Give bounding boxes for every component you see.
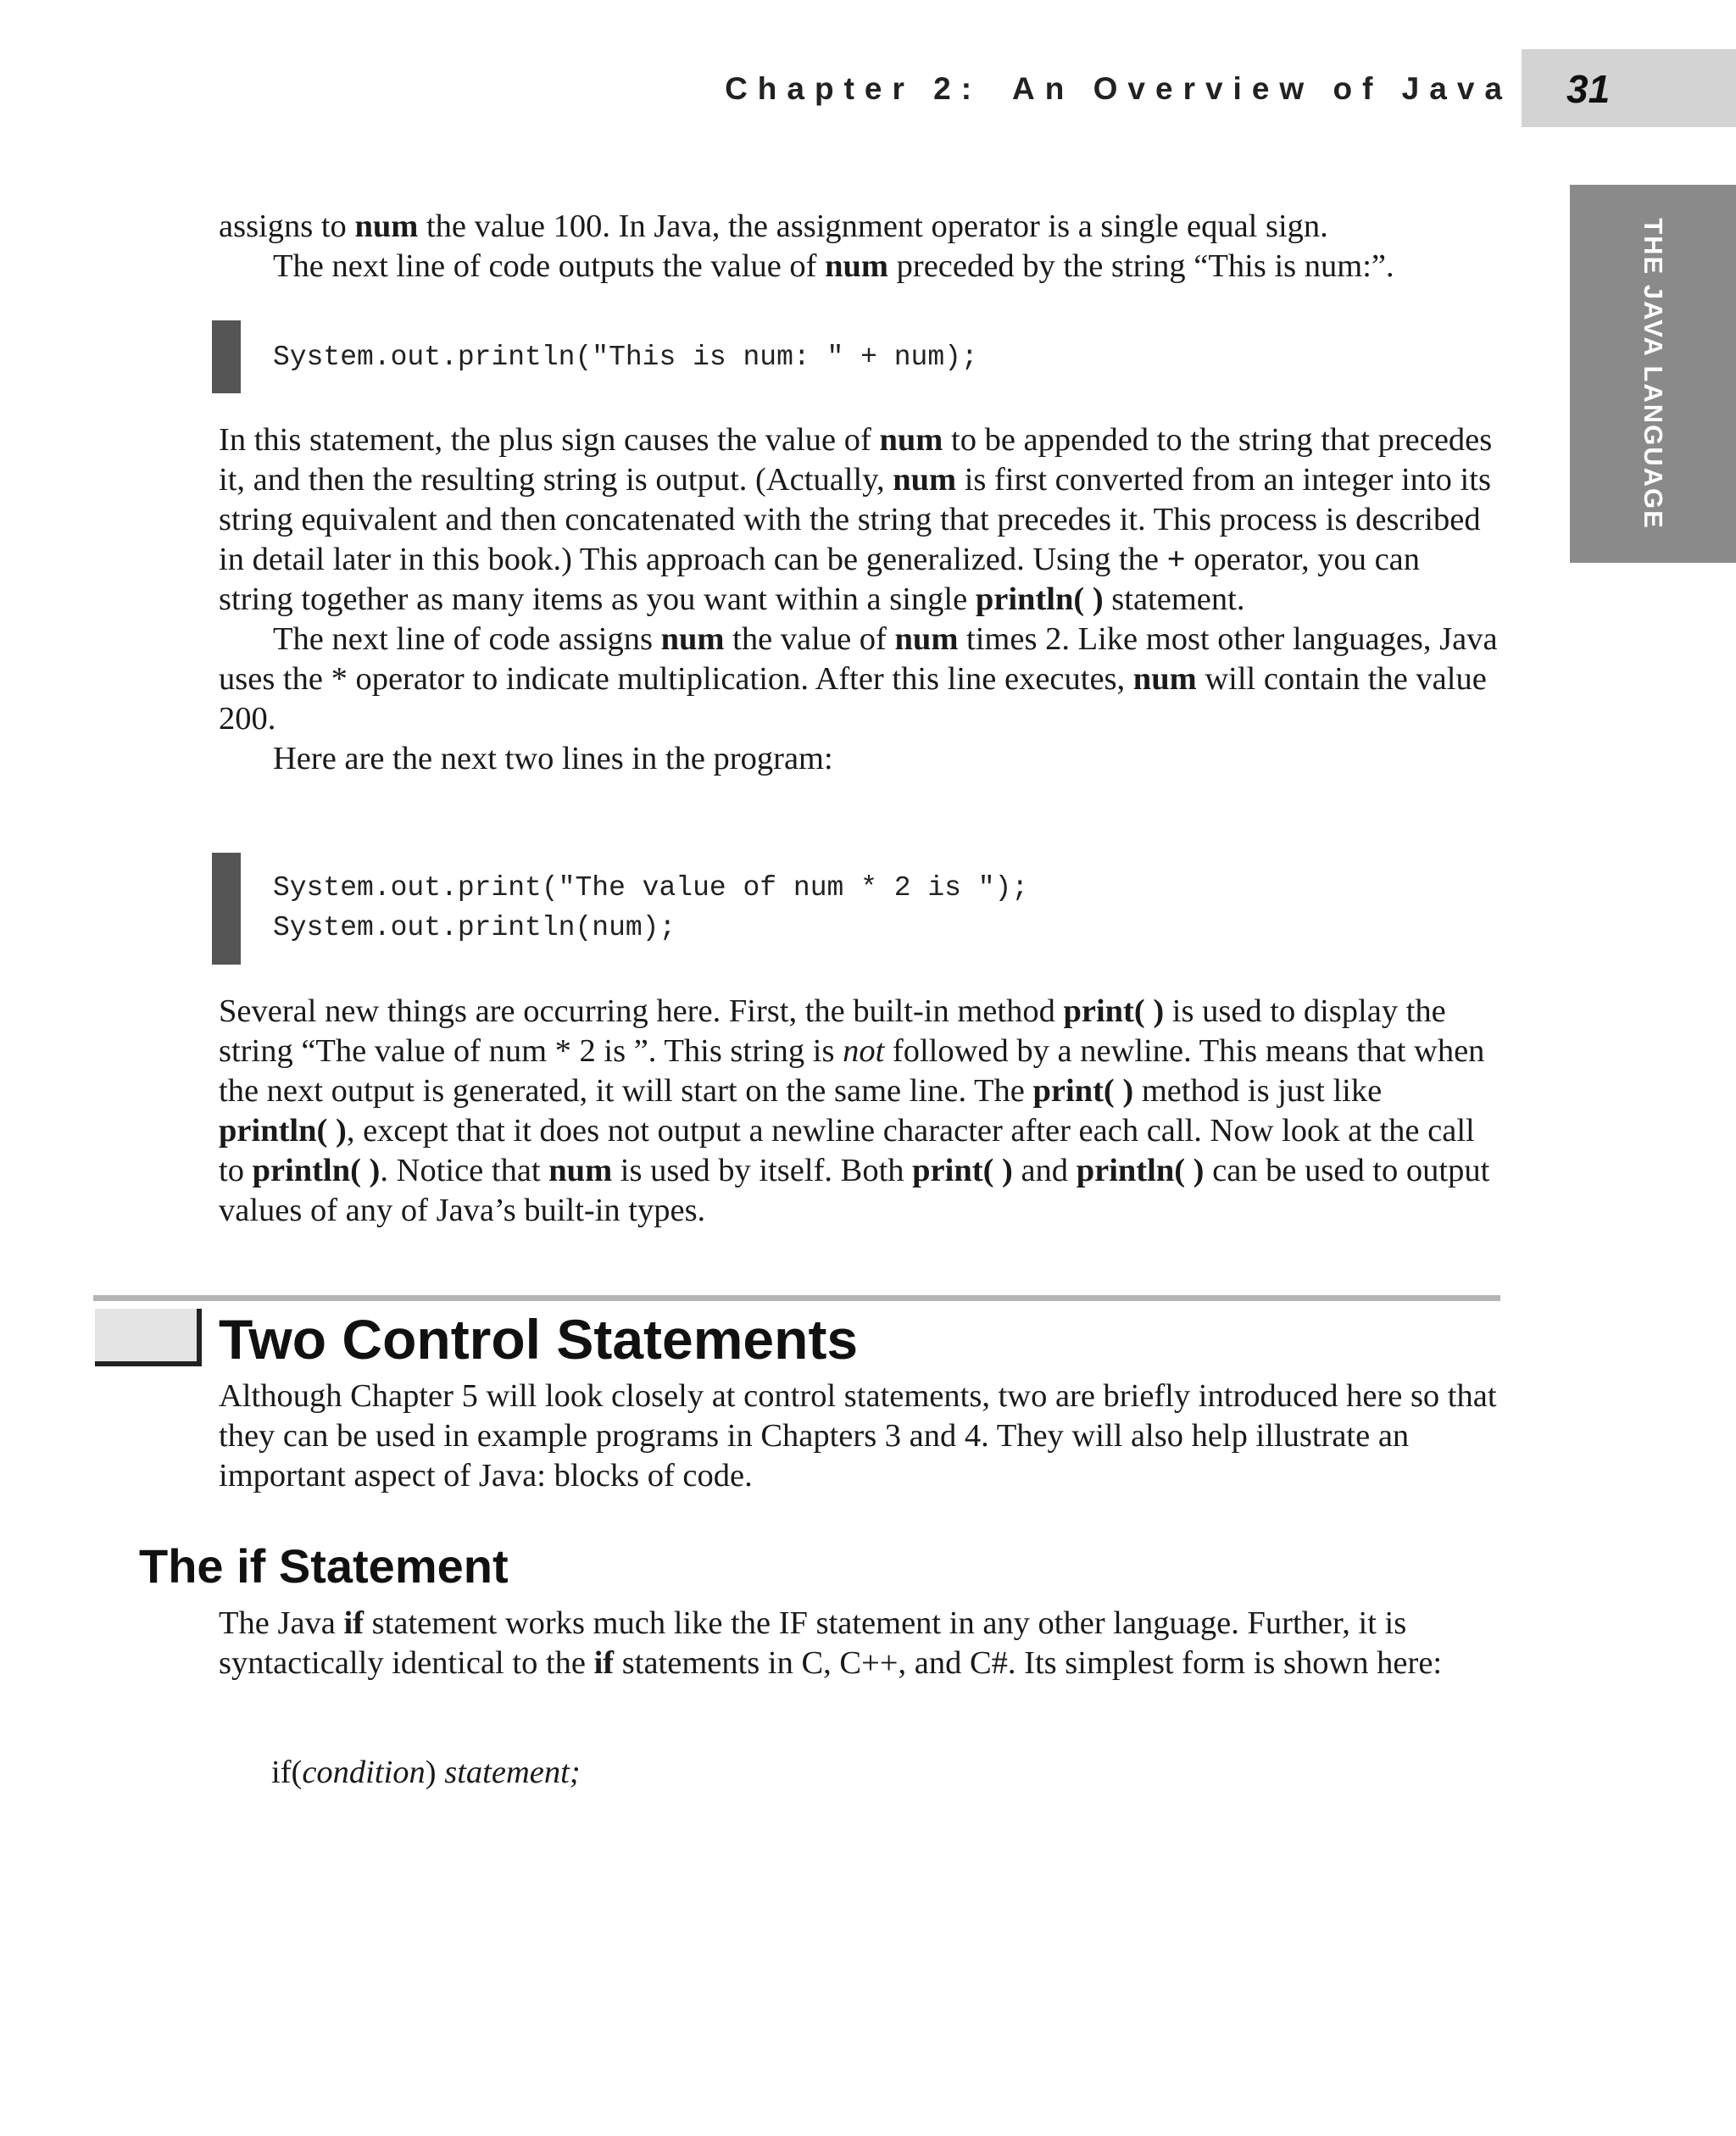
intro-paragraphs [219,207,1499,286]
section-rule [93,1295,1500,1301]
bold-term: if [593,1645,615,1681]
bold-term: num [354,209,419,244]
text-run: followed by a newline. This means that when the next output is generated, it will start on the same line. The [219,1033,1485,1109]
text-run: . Notice that [380,1153,549,1188]
text-run: The next line of code outputs the value of [273,248,826,284]
text-run: will contain the value 200. [219,661,1487,737]
paragraph [219,207,1499,247]
text-run: Although Chapter 5 will look closely at control statements, two are briefly introduced here so that they can be used in example programs in Chapters 3 and 4. They will also help illustrate an important aspect of Java: blocks of code. [219,1378,1497,1494]
text-run: Here are the next two lines in the program: [273,741,833,776]
page-number: 31 [1566,67,1611,111]
code-line: System.out.println(num); [273,912,676,943]
syntax-form [271,1753,581,1793]
bold-term: print( ) [1032,1073,1134,1109]
text-run: In this statement, the plus sign causes the value of [219,422,880,458]
paragraph [219,992,1499,1231]
code-bar [212,320,241,393]
bold-term: print( ) [912,1153,1013,1188]
paragraph [219,739,1499,779]
bold-term: println( ) [975,581,1104,617]
bold-term: num [1132,661,1197,697]
bold-term: num [825,248,889,284]
paragraph [219,620,1499,739]
text-run: assigns to [219,209,355,244]
text-run: method is just like [1133,1073,1383,1109]
paragraph [219,247,1499,286]
body-paragraphs [219,420,1499,779]
bold-term: num [548,1153,613,1188]
text-run: if( [271,1755,303,1790]
bold-term: num [893,462,957,498]
italic-term: statement [444,1755,570,1790]
section-marker [95,1309,202,1366]
bold-term: println( ) [219,1113,347,1149]
text-run: statement works much like the IF statement in any other language. Further, it is syntactically identical to the [219,1605,1407,1681]
text-run: and [1012,1153,1077,1188]
text-run: , except that it does not output a newline character after each call. Now look at the call to [219,1113,1475,1188]
text-run: operator, you can string together as many items as you want within a single [219,542,1421,617]
text-run: to be appended to the string that precedes it, and then the resulting string is output. (Actually, [219,422,1493,498]
bold-term: + [1166,542,1186,577]
bold-term: print( ) [1063,993,1165,1029]
text-run: statements in C, C++, and C#. Its simplest form is shown here: [614,1645,1443,1681]
code-line: System.out.println("This is num: " + num); [273,342,978,373]
code-line: System.out.print("The value of num * 2 is "); [273,872,1029,904]
bold-term: num [660,621,725,657]
bold-term: if [343,1605,364,1641]
section-intro [219,1377,1499,1496]
text-run: The next line of code assigns [273,621,661,657]
italic-term: not [843,1033,885,1069]
paragraph [219,1604,1499,1683]
body-paragraphs [219,992,1499,1231]
thumb-tab-label: THE JAVA LANGUAGE [1639,218,1668,530]
text-run: statement. [1103,581,1245,617]
text-run: times 2. Like most other languages, Java uses the * operator to indicate multiplication. After this line executes, [219,621,1498,697]
code-block [212,853,1500,965]
section-heading: Two Control Statements [219,1308,859,1371]
chapter-label: Chapter 2: [725,71,982,106]
text-run: is first converted from an integer into its string equivalent and then concatenated with the string that precedes it. This process is described in detail later in this book.) This approach can be generalized. Using the [219,462,1491,577]
text-run: can be used to output values of any of Java’s built-in types. [219,1153,1490,1228]
code-bar [212,853,241,965]
text-run: Several new things are occurring here. First, the built-in method [219,993,1064,1029]
paragraph [219,420,1499,620]
text-run: is used by itself. Both [612,1153,913,1188]
paragraph [219,1377,1499,1496]
text-run: The Java [219,1605,344,1641]
subsection-heading: The if Statement [139,1539,509,1593]
running-head [725,71,1512,107]
bold-term: println( ) [1076,1153,1205,1188]
text-run: ) [425,1755,445,1790]
bold-term: println( ) [252,1153,381,1188]
text-run: the value 100. In Java, the assignment operator is a single equal sign. [418,209,1328,244]
italic-term: condition [302,1755,426,1790]
subsection-body [219,1604,1499,1683]
bold-term: num [894,621,959,657]
text-run: preceded by the string “This is num:”. [888,248,1394,284]
text-run: is used to display the string “The value of num * 2 is ”. This string is [219,993,1446,1069]
page-number-box [1522,49,1736,127]
thumb-tab [1570,185,1736,563]
code-block [212,320,1500,393]
chapter-title: An Overview of Java [1012,71,1512,106]
bold-term: num [879,422,943,458]
text-run: the value of [724,621,895,657]
italic-term: ; [569,1755,581,1790]
